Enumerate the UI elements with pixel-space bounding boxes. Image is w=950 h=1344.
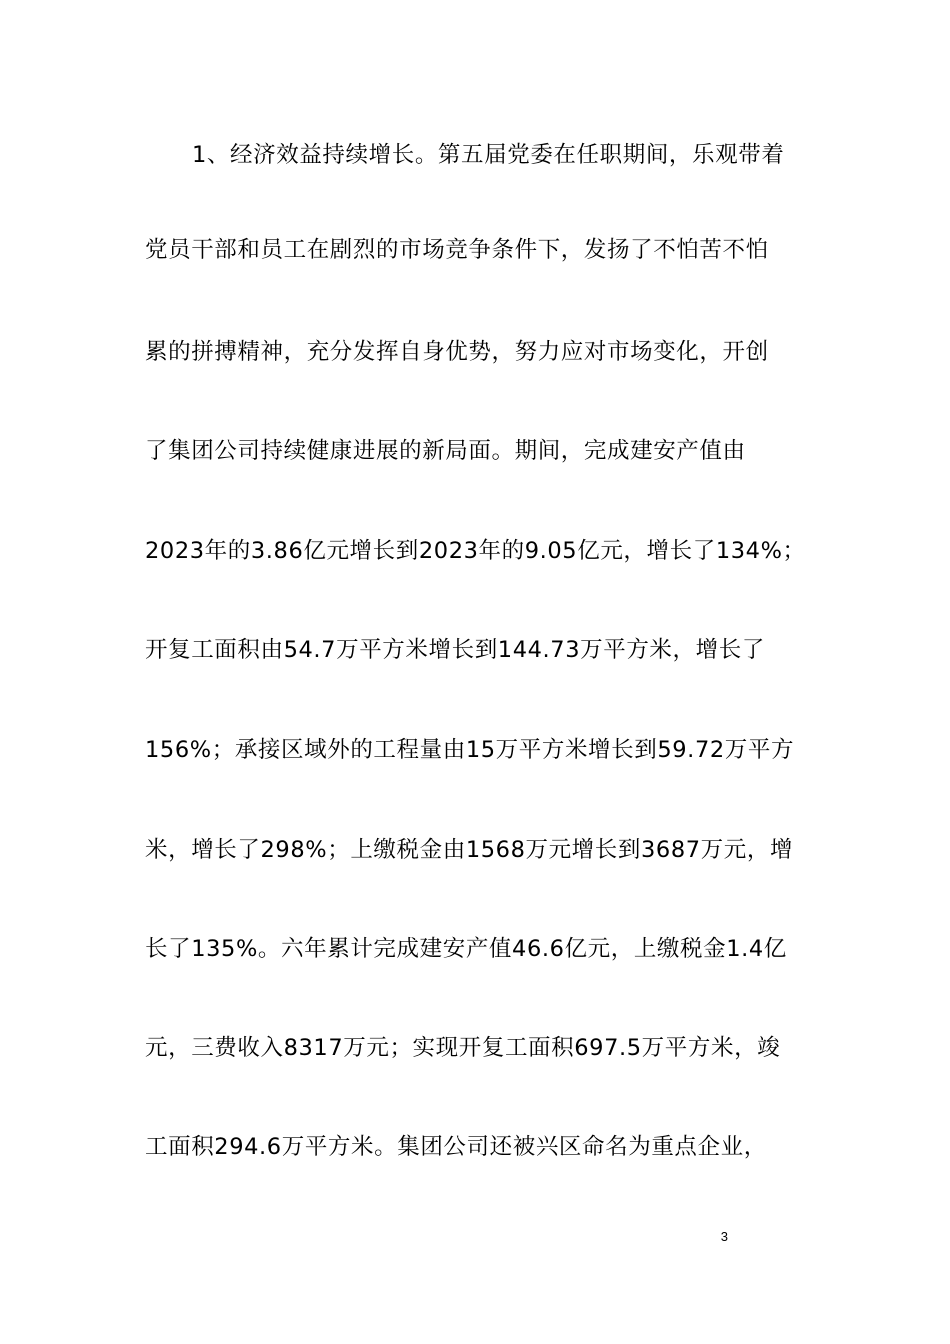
page-number: 3 (720, 1229, 728, 1244)
paragraph-line-9: 长了135%。六年累计完成建安产值46.6亿元，上缴税金1.4亿 (145, 936, 787, 962)
paragraph-line-8: 米，增长了298%；上缴税金由1568万元增长到3687万元，增 (145, 837, 794, 863)
paragraph-line-2: 党员干部和员工在剧烈的市场竞争条件下，发扬了不怕苦不怕 (145, 237, 769, 263)
paragraph-line-4: 了集团公司持续健康进展的新局面。期间，完成建安产值由 (145, 438, 746, 464)
paragraph-line-3: 累的拼搏精神，充分发挥自身优势，努力应对市场变化，开创 (145, 339, 769, 365)
paragraph-line-5: 2023年的3.86亿元增长到2023年的9.05亿元，增长了134%； (145, 538, 806, 564)
paragraph-line-6: 开复工面积由54.7万平方米增长到144.73万平方米，增长了 (145, 637, 765, 663)
paragraph-line-7: 156%；承接区域外的工程量由15万平方米增长到59.72万平方 (145, 737, 795, 763)
paragraph-line-10: 元，三费收入8317万元；实现开复工面积697.5万平方米，竣 (145, 1035, 781, 1061)
paragraph-line-11: 工面积294.6万平方米。集团公司还被兴区命名为重点企业， (145, 1134, 767, 1160)
paragraph-line-1: 1、经济效益持续增长。第五届党委在任职期间，乐观带着 (192, 142, 785, 168)
